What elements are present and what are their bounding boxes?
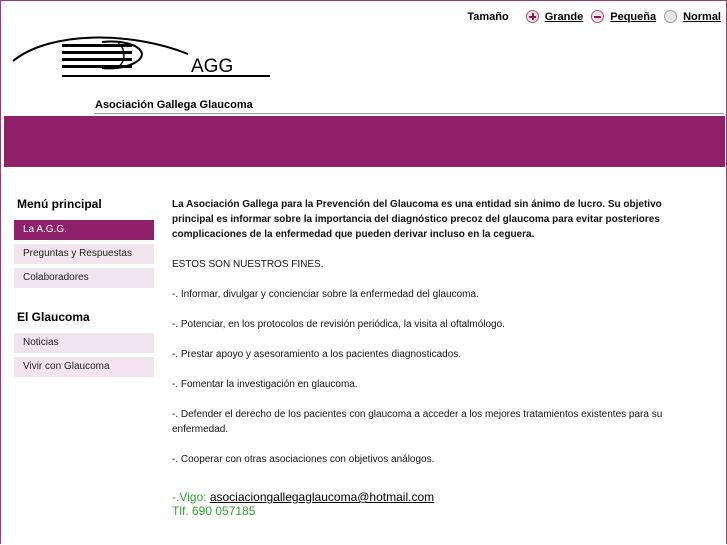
size-normal-link[interactable]: Normal	[683, 10, 721, 23]
main-content	[172, 197, 672, 518]
sidebar	[14, 192, 154, 381]
size-label: Tamaño	[467, 10, 509, 23]
menu-item-collaborators[interactable]: Colaboradores	[14, 268, 154, 288]
size-option-large[interactable]	[526, 10, 584, 23]
agg-logo	[10, 34, 280, 80]
size-option-normal[interactable]	[664, 10, 721, 23]
menu-item-living-with-glaucoma[interactable]: Vivir con Glaucoma	[14, 357, 154, 377]
glaucoma-menu-title: El Glaucoma	[17, 310, 90, 324]
contact-block	[172, 490, 672, 518]
contact-email-link[interactable]: asociaciongallegaglaucoma@hotmail.com	[209, 490, 435, 504]
contact-city: -.Vigo:	[172, 490, 210, 504]
header-banner	[4, 116, 725, 167]
fin-item: -. Informar, divulgar y concienciar sobre la enfermedad del glaucoma.	[172, 289, 479, 300]
fin-item: -. Potenciar, en los protocolos de revisión periódica, la visita al oftalmólogo.	[172, 319, 505, 330]
association-name: Asociación Gallega Glaucoma	[95, 99, 253, 111]
minus-circle-icon[interactable]	[591, 10, 604, 23]
circle-icon[interactable]	[664, 10, 677, 23]
fin-item: -. Prestar apoyo y asesoramiento a los pacientes diagnosticados.	[172, 349, 462, 360]
logo-text: AGG	[191, 56, 234, 77]
intro-paragraph: La Asociación Gallega para la Prevención del Glaucoma es una entidad sin ánimo de lucro. Su objetivo principal es informar sobre la importancia del diagnóstico precoz del glaucoma para evitar posteriores complicaciones de la enfermedad que pueden derivar incluso en la ceguera.	[172, 199, 662, 240]
fin-item: -. Defender el derecho de los pacientes con glaucoma a acceder a los mejores tratamientos existentes para su enfermedad.	[172, 409, 663, 435]
contact-phone: Tlf. 690 057185	[172, 504, 256, 518]
fin-item: -. Cooperar con otras asociaciones con objetivos análogos.	[172, 454, 435, 465]
menu-item-faq[interactable]: Preguntas y Respuestas	[14, 244, 154, 264]
fines-title: ESTOS SON NUESTROS FINES.	[172, 259, 324, 270]
size-option-small[interactable]	[591, 10, 656, 23]
size-small-link[interactable]: Pequeña	[610, 10, 657, 23]
text-size-bar	[467, 10, 721, 23]
menu-item-news[interactable]: Noticias	[14, 333, 154, 353]
plus-circle-icon[interactable]	[526, 10, 539, 23]
header-divider	[94, 113, 724, 114]
main-menu-title: Menú principal	[17, 197, 102, 211]
fin-item: -. Fomentar la investigación en glaucoma.	[172, 379, 358, 390]
menu-item-agg[interactable]: La A.G.G.	[14, 220, 154, 240]
size-large-link[interactable]: Grande	[544, 10, 584, 23]
